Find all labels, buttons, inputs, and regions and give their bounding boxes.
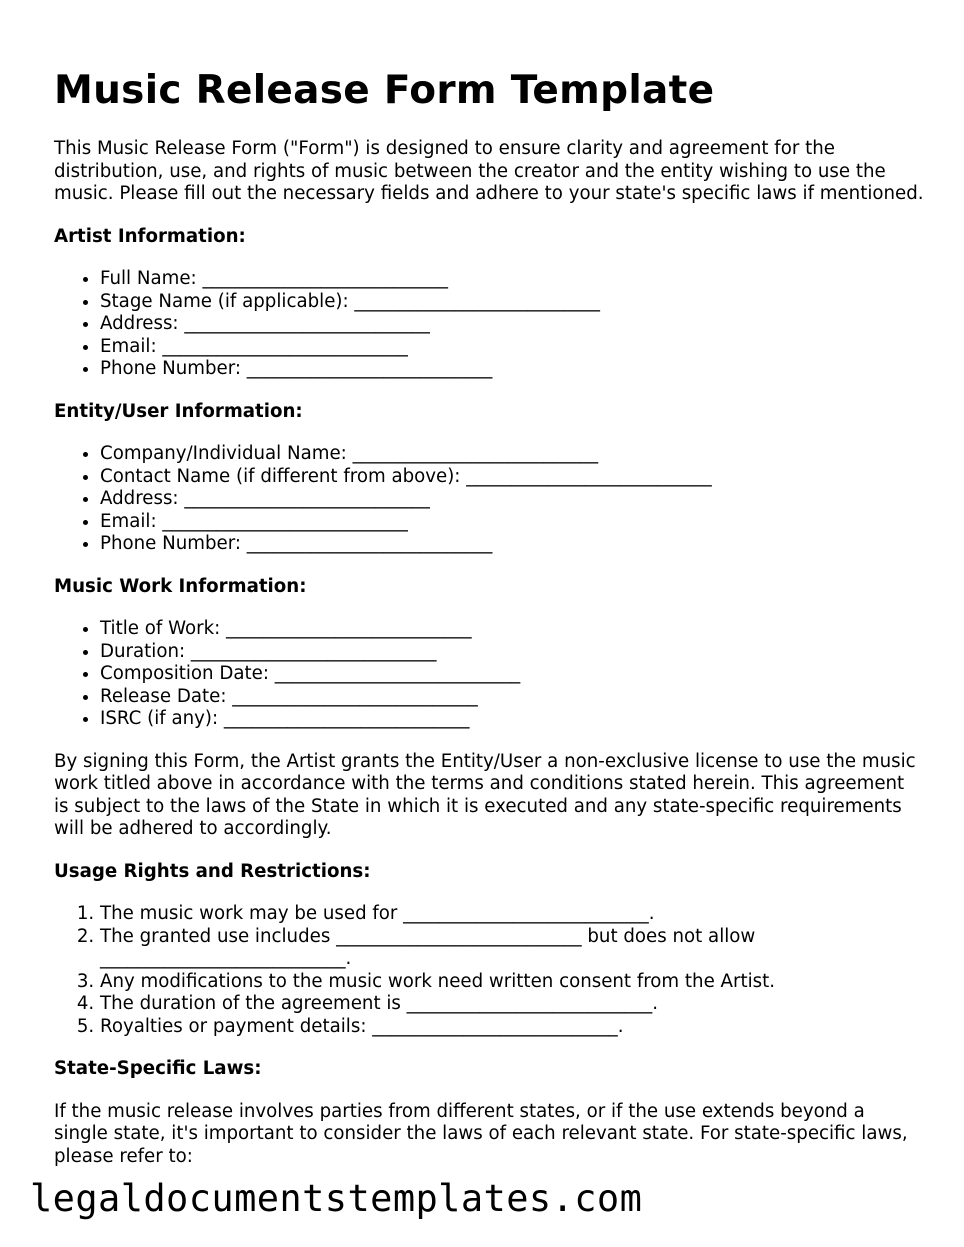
- work-release-date-field[interactable]: • Release Date: ___________________________: [100, 686, 924, 709]
- license-paragraph: By signing this Form, the Artist grants the Entity/User a non-exclusive license to use the music work titled above in accordance with the terms and conditions stated herein. This agreement is subject to the laws of the State in which it is executed and any state-specific requirements will be adhered to accordingly.: [54, 750, 916, 839]
- usage-item-modifications: 3. Any modifications to the music work need written consent from the Artist.: [100, 971, 924, 994]
- work-heading: Music Work Information:: [54, 575, 307, 597]
- entity-heading: Entity/User Information:: [54, 400, 303, 422]
- artist-field-list: [54, 268, 924, 381]
- state-paragraph: If the music release involves parties from different states, or if the use extends beyond a single state, it's important to consider the laws of each relevant state. For state-specific laws, please refer to:: [54, 1100, 908, 1167]
- work-composition-date-field[interactable]: • Composition Date: ___________________________: [100, 663, 924, 686]
- usage-heading: Usage Rights and Restrictions:: [54, 860, 371, 882]
- work-isrc-field[interactable]: • ISRC (if any): ___________________________: [100, 708, 924, 731]
- entity-address-field[interactable]: • Address: ___________________________: [100, 488, 924, 511]
- state-heading: State-Specific Laws:: [54, 1058, 262, 1079]
- entity-company-name-field[interactable]: • Company/Individual Name: ___________________________: [100, 443, 924, 466]
- artist-phone-field[interactable]: • Phone Number: ___________________________: [100, 358, 924, 381]
- artist-address-field[interactable]: • Address: ___________________________: [100, 313, 924, 336]
- intro-paragraph: This Music Release Form ("Form") is designed to ensure clarity and agreement for the distribution, use, and rights of music between the creator and the entity wishing to use the music. Please fill out the necessary fields and adhere to your state's specific laws if mentioned.: [54, 138, 924, 204]
- entity-email-field[interactable]: • Email: ___________________________: [100, 511, 924, 534]
- entity-field-list: [54, 443, 924, 556]
- entity-contact-name-field[interactable]: • Contact Name (if different from above): ___________________________: [100, 466, 924, 489]
- artist-stage-name-field[interactable]: • Stage Name (if applicable): ___________________________: [100, 291, 924, 314]
- watermark-text: legaldocumentstemplates.com: [30, 1177, 643, 1220]
- usage-list: [54, 903, 924, 1038]
- artist-email-field[interactable]: • Email: ___________________________: [100, 336, 924, 359]
- page-title: Music Release Form Template: [54, 68, 715, 113]
- work-field-list: [54, 618, 924, 731]
- usage-item-royalties[interactable]: 5. Royalties or payment details: ___________________________.: [100, 1016, 924, 1039]
- usage-item-purpose[interactable]: 1. The music work may be used for ___________________________.: [100, 903, 924, 926]
- artist-heading: Artist Information:: [54, 225, 246, 247]
- document-content: [54, 66, 924, 1188]
- work-title-field[interactable]: • Title of Work: ___________________________: [100, 618, 924, 641]
- usage-item-duration[interactable]: 4. The duration of the agreement is ___________________________.: [100, 993, 924, 1016]
- entity-phone-field[interactable]: • Phone Number: ___________________________: [100, 533, 924, 556]
- artist-full-name-field[interactable]: • Full Name: ___________________________: [100, 268, 924, 291]
- usage-item-granted-use[interactable]: 2. The granted use includes ___________________________ but does not allow ___________________________.: [100, 926, 924, 971]
- work-duration-field[interactable]: • Duration: ___________________________: [100, 641, 924, 664]
